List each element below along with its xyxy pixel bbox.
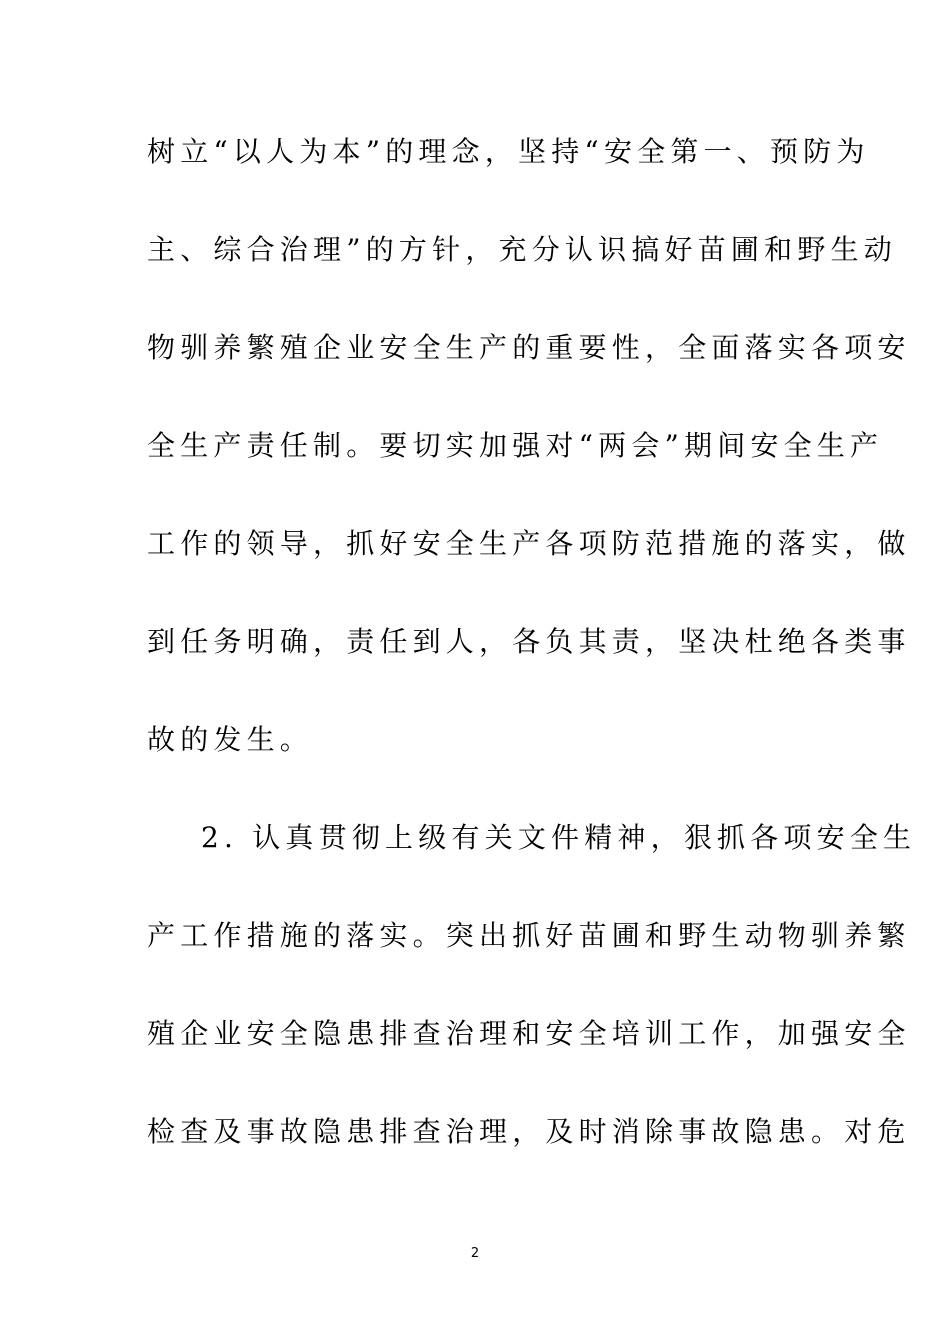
paragraph-1-line-7: 故的发生。: [147, 723, 314, 756]
paragraph-1-line-1: 树立“以人为本”的理念，坚持“安全第一、预防为: [147, 135, 870, 168]
paragraph-2-line-1: 2. 认真贯彻上级有关文件精神，狠抓各项安全生: [201, 821, 917, 854]
paragraph-2-line-4: 检查及事故隐患排查治理，及时消除事故隐患。对危: [147, 1115, 911, 1148]
paragraph-1-line-5: 工作的领导，抓好安全生产各项防范措施的落实，做: [147, 527, 911, 560]
page-number: 2: [470, 1246, 480, 1261]
paragraph-2-line-2: 产工作措施的落实。突出抓好苗圃和野生动物驯养繁: [147, 919, 911, 952]
paragraph-1-line-3: 物驯养繁殖企业安全生产的重要性，全面落实各项安: [147, 331, 911, 364]
paragraph-1-line-4: 全生产责任制。要切实加强对“两会”期间安全生产: [147, 429, 884, 462]
paragraph-1-line-6: 到任务明确，责任到人，各负其责，坚决杜绝各类事: [147, 625, 911, 658]
body-text: [147, 124, 917, 1202]
paragraph-1-line-2: 主、综合治理”的方针，充分认识搞好苗圃和野生动: [147, 233, 897, 266]
paragraph-2-line-3: 殖企业安全隐患排查治理和安全培训工作，加强安全: [147, 1017, 911, 1050]
